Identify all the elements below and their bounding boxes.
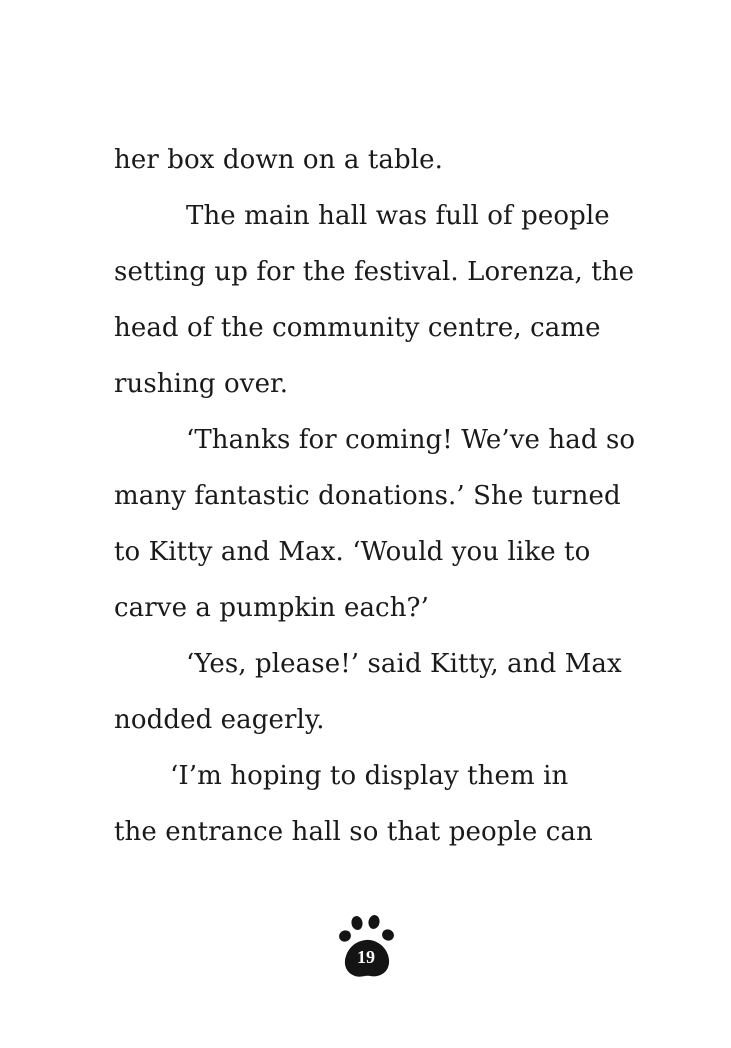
text-line: the entrance hall so that people can	[114, 817, 593, 847]
text-line: nodded eagerly.	[114, 705, 325, 735]
text-line: head of the community centre, came	[114, 313, 601, 343]
text-line: many fantastic donations.’ She turned	[114, 481, 621, 511]
text-line: to Kitty and Max. ‘Would you like to	[114, 537, 591, 567]
text-line: her box down on a table.	[114, 145, 443, 175]
page-number: 19	[357, 947, 375, 967]
text-line: rushing over.	[114, 369, 289, 399]
text-line: setting up for the festival. Lorenza, the	[114, 257, 635, 287]
text-line: ‘Thanks for coming! We’ve had so	[186, 425, 636, 455]
text-line: The main hall was full of people	[186, 201, 610, 231]
text-line: carve a pumpkin each?’	[114, 593, 429, 623]
text-line: ‘I’m hoping to display them in	[170, 761, 569, 791]
text-line: ‘Yes, please!’ said Kitty, and Max	[186, 649, 622, 679]
